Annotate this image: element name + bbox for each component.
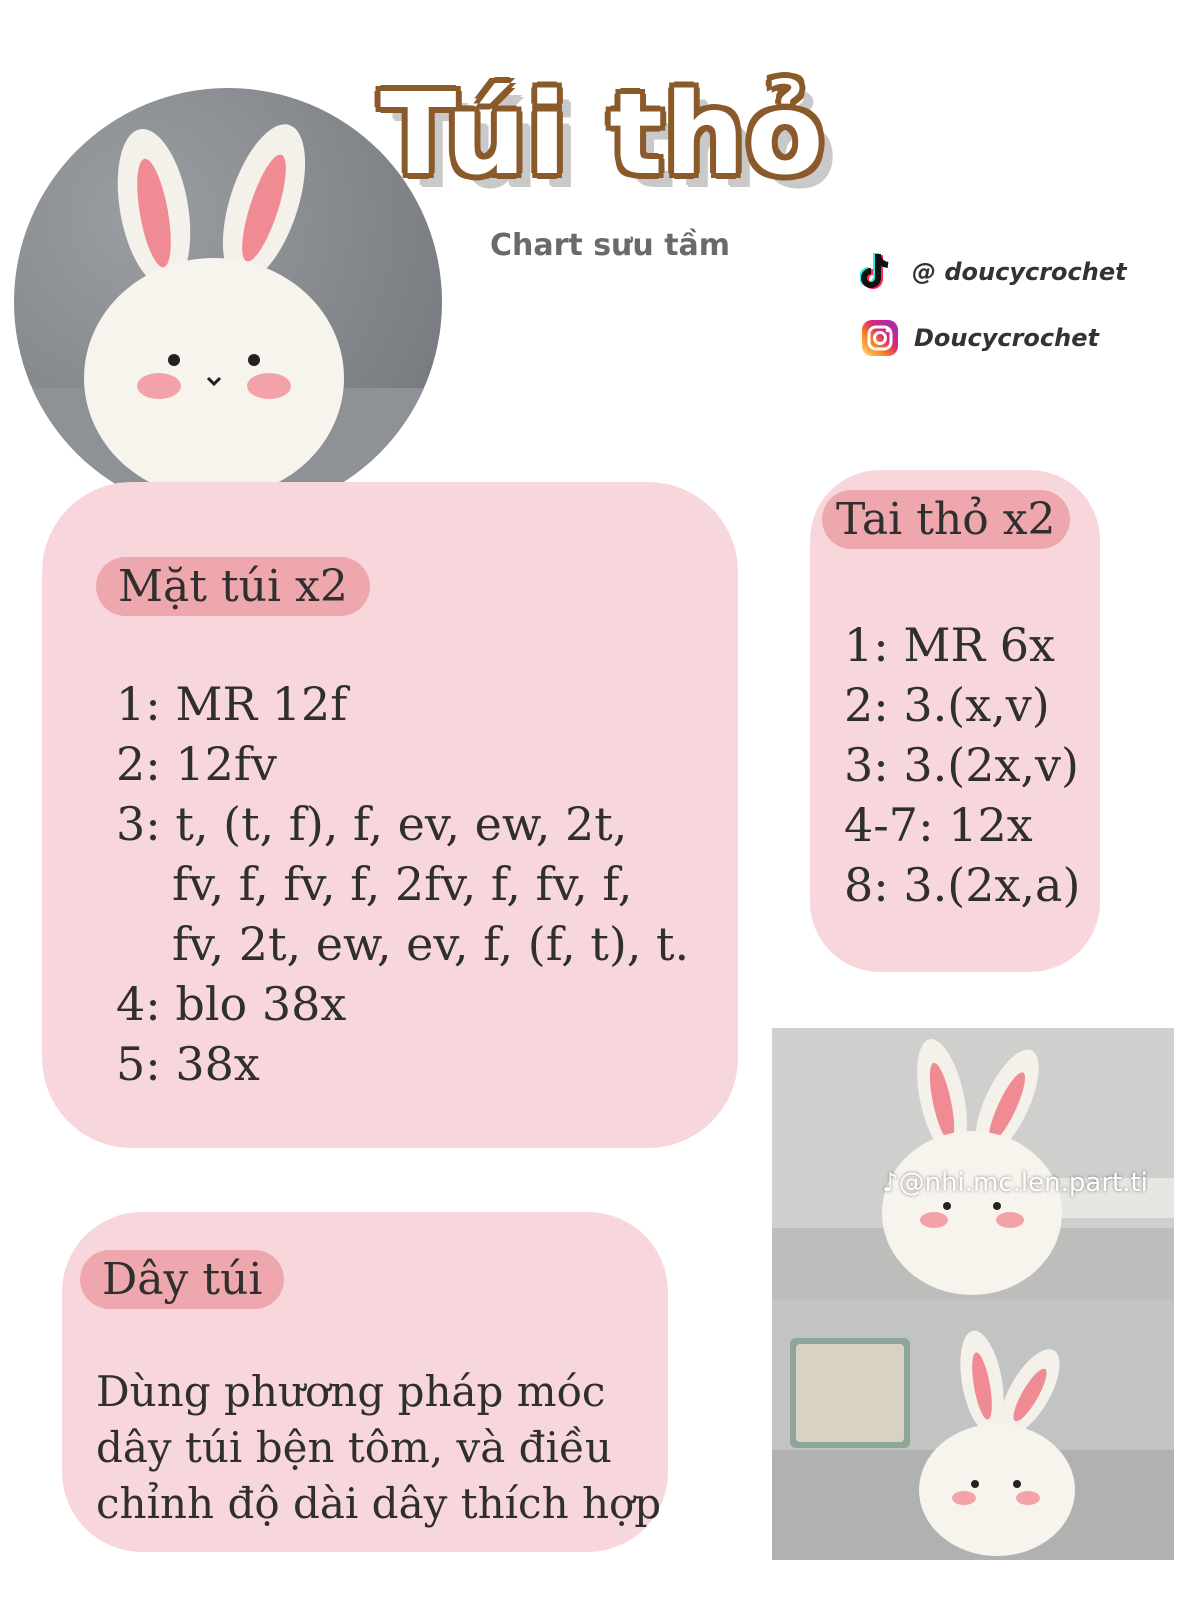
pattern-line: 4: blo 38x (116, 977, 347, 1031)
page-subtitle: Chart sưu tầm (490, 228, 731, 263)
instagram-handle-text: Doucycrochet (914, 324, 1099, 352)
section-tai-tho-title: Tai thỏ x2 (822, 490, 1070, 549)
pattern-line: fv, f, fv, f, 2fv, f, fv, f, (172, 857, 633, 911)
instagram-handle[interactable] (860, 318, 1099, 358)
pattern-line: 8: 3.(2x,a) (844, 858, 1081, 912)
pattern-line: 3: 3.(2x,v) (844, 738, 1079, 792)
pattern-line: 1: MR 12f (116, 677, 348, 731)
section-mat-tui-title: Mặt túi x2 (96, 557, 370, 616)
bunny-bag-photo-2 (772, 1300, 1174, 1560)
tiktok-handle-text: @ doucycrochet (912, 258, 1127, 286)
pattern-line: 3: t, (t, f), f, ev, ew, 2t, (116, 797, 628, 851)
bunny-bag-photo-1-illustration (772, 1028, 1174, 1300)
section-mat-tui-lines (116, 674, 689, 1094)
instruction-line: Dùng phương pháp móc (96, 1367, 606, 1416)
instruction-line: chỉnh độ dài dây thích hợp (96, 1479, 662, 1528)
pattern-line: 4-7: 12x (844, 798, 1033, 852)
bunny-bag-photo-2-illustration (772, 1300, 1174, 1560)
tiktok-icon (860, 252, 894, 292)
section-day-tui-title: Dây túi (80, 1250, 284, 1309)
photo-watermark: ♪@nhi.mc.len.part.ti (882, 1168, 1148, 1198)
bunny-bag-illustration (14, 88, 442, 516)
pattern-line: 5: 38x (116, 1037, 260, 1091)
bunny-bag-photo-circle (14, 88, 442, 516)
section-day-tui-lines (96, 1364, 661, 1532)
tiktok-handle[interactable] (860, 252, 1127, 292)
tiktok-icon: ♪ (882, 1168, 899, 1198)
instruction-line: dây túi bện tôm, và điều (96, 1423, 612, 1472)
pattern-line: 1: MR 6x (844, 618, 1055, 672)
section-tai-tho-lines (844, 615, 1080, 915)
pattern-line: 2: 3.(x,v) (844, 678, 1050, 732)
bunny-bag-photo-1 (772, 1028, 1174, 1300)
page-title: Túi thỏ (380, 70, 826, 200)
pattern-line: fv, 2t, ew, ev, f, (f, t), t. (172, 917, 690, 971)
pattern-line: 2: 12fv (116, 737, 277, 791)
instagram-icon (860, 318, 900, 358)
